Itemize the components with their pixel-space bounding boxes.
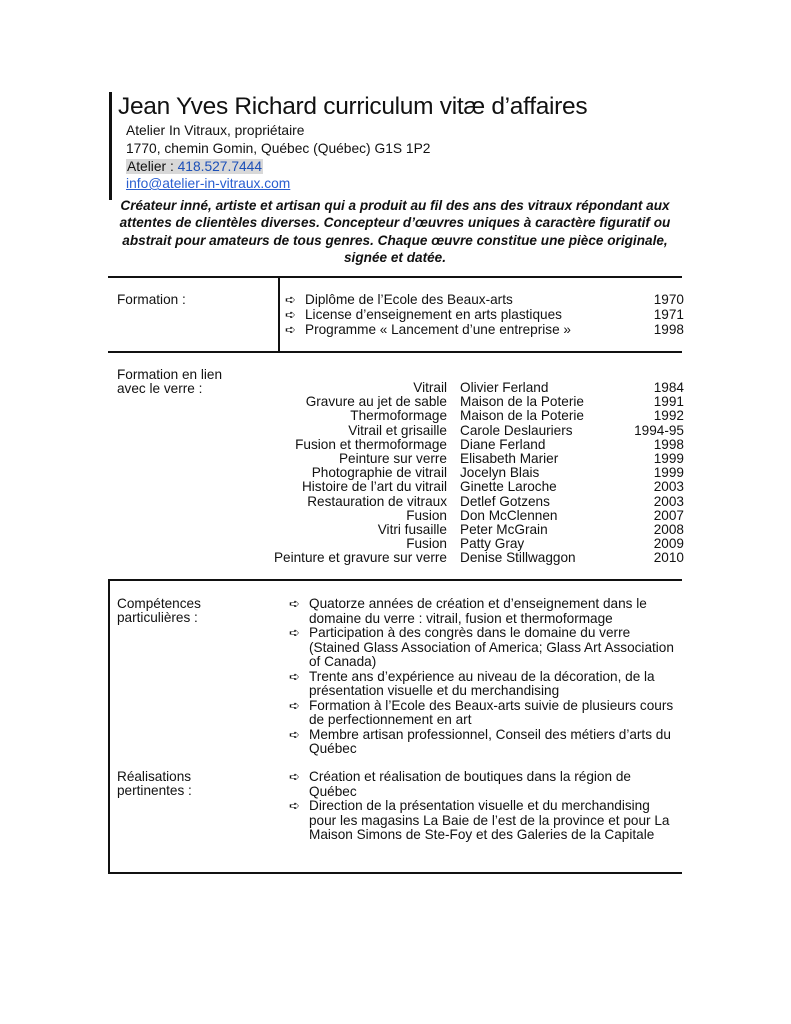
section-divider xyxy=(108,579,682,581)
course-topic: Photographie de vitrail xyxy=(311,465,447,481)
bullet-text: Membre artisan professionnel, Conseil des métiers d’arts du Québec xyxy=(309,726,671,756)
course-year: 1999 xyxy=(653,465,684,481)
course-topic: Restauration de vitraux xyxy=(307,493,447,509)
page-title: Jean Yves Richard curriculum vitæ d’affaires xyxy=(118,93,588,120)
course-year: 1991 xyxy=(653,394,684,410)
realisations-label-2: pertinentes : xyxy=(117,783,192,798)
course-teacher: Jocelyn Blais xyxy=(460,465,540,481)
course-topic: Thermoformage xyxy=(350,408,447,424)
section-divider xyxy=(108,276,682,278)
competences-label-1: Compétences xyxy=(117,596,201,611)
bullet-text: Trente ans d’expérience au niveau de la décoration, de la présentation visuelle et du merchandising xyxy=(309,668,655,698)
address-line: 1770, chemin Gomin, Québec (Québec) G1S 1P2 xyxy=(126,141,431,156)
intro-paragraph: Créateur inné, artiste et artisan qui a produit au fil des ans des vitraux répondant aux attentes de clientèles diverses. Concepteur d’œuvres uniques à caractère figuratif ou abstrait pour amateurs de tous genres. Chaque œuvre constitue une pièce originale, signée et datée. xyxy=(119,198,671,265)
company-line: Atelier In Vitraux, propriétaire xyxy=(126,123,305,138)
arrow-icon: ➪ xyxy=(289,769,300,784)
course-teacher: Diane Ferland xyxy=(460,436,546,452)
formation-label: Formation : xyxy=(117,292,186,307)
course-teacher: Maison de la Poterie xyxy=(460,408,584,424)
bullet-text: Quatorze années de création et d’enseignement dans le domaine du verre : vitrail, fusion et thermoformage xyxy=(309,596,647,626)
bullet-item xyxy=(289,699,679,728)
course-topic: Fusion xyxy=(406,536,447,552)
bullet-item xyxy=(289,770,679,799)
bullet-item xyxy=(289,626,679,670)
phone-highlight xyxy=(126,159,263,174)
realisations-list xyxy=(289,770,679,843)
formation-item xyxy=(285,308,562,322)
formation-item-year: 1970 xyxy=(653,292,684,307)
course-teacher: Denise Stillwaggon xyxy=(460,550,576,566)
arrow-icon: ➪ xyxy=(285,292,296,307)
bullet-item xyxy=(289,597,679,626)
course-year: 2009 xyxy=(653,536,684,552)
course-topic: Fusion et thermoformage xyxy=(295,436,447,452)
course-year: 2003 xyxy=(653,493,684,509)
course-topic: Peinture sur verre xyxy=(338,451,447,466)
formation-item-year: 1971 xyxy=(653,307,684,322)
course-teacher: Ginette Laroche xyxy=(460,479,557,495)
bottom-rule xyxy=(108,872,682,874)
bullet-text: Création et réalisation de boutiques dans la région de Québec xyxy=(309,769,631,799)
course-topic: Vitri fusaille xyxy=(377,522,447,537)
course-year: 2003 xyxy=(653,479,684,495)
arrow-icon: ➪ xyxy=(289,726,300,742)
email-link[interactable]: info@atelier-in-vitraux.com xyxy=(126,176,291,191)
course-year: 1998 xyxy=(653,436,684,452)
column-divider xyxy=(278,278,280,352)
course-topic: Vitrail et grisaille xyxy=(348,422,447,438)
course-topic: Fusion xyxy=(406,507,447,523)
course-year: 1999 xyxy=(653,451,684,466)
course-topic: Vitrail xyxy=(413,380,447,395)
arrow-icon: ➪ xyxy=(289,596,300,611)
course-year: 2010 xyxy=(653,550,684,566)
course-year: 2008 xyxy=(653,522,684,537)
formation-verre-label-1: Formation en lien xyxy=(117,367,223,382)
formation-item-text: Programme « Lancement d’une entreprise » xyxy=(305,322,571,337)
arrow-icon: ➪ xyxy=(285,322,296,337)
competences-list xyxy=(289,597,679,757)
course-teacher: Don McClennen xyxy=(460,507,558,523)
header-accent-bar xyxy=(109,92,112,200)
course-teacher: Peter McGrain xyxy=(460,522,548,537)
arrow-icon: ➪ xyxy=(289,625,300,640)
course-year: 1984 xyxy=(653,380,684,395)
course-teacher: Maison de la Poterie xyxy=(460,394,584,410)
email-line xyxy=(126,176,290,191)
bullet-text: Participation à des congrès dans le domaine du verre (Stained Glass Association of America; Glass Art Association of Canada) xyxy=(309,625,674,669)
formation-item xyxy=(285,293,513,307)
phone-number[interactable]: 418.527.7444 xyxy=(177,159,263,174)
bullet-item xyxy=(289,670,679,699)
bullet-text: Formation à l’Ecole des Beaux-arts suivie de plusieurs cours de perfectionnement en art xyxy=(309,697,674,727)
section-divider xyxy=(108,351,682,353)
course-teacher: Olivier Ferland xyxy=(460,380,549,395)
phone-label: Atelier : xyxy=(127,159,178,174)
course-year: 2007 xyxy=(653,507,684,523)
formation-verre-label-2: avec le verre : xyxy=(117,381,203,396)
course-topic: Peinture et gravure sur verre xyxy=(273,550,447,566)
course-teacher: Patty Gray xyxy=(460,536,525,552)
bullet-item xyxy=(289,799,679,843)
arrow-icon: ➪ xyxy=(289,668,300,684)
course-year: 1994-95 xyxy=(634,422,684,438)
course-teacher: Elisabeth Marier xyxy=(460,451,559,466)
course-topic: Histoire de l’art du vitrail xyxy=(301,479,447,495)
formation-item-year: 1998 xyxy=(653,322,684,337)
competences-label-2: particulières : xyxy=(117,610,198,625)
course-topic: Gravure au jet de sable xyxy=(305,394,447,410)
arrow-icon: ➪ xyxy=(289,798,300,813)
arrow-icon: ➪ xyxy=(289,697,300,713)
phone-line xyxy=(126,159,263,174)
arrow-icon: ➪ xyxy=(285,307,296,322)
formation-item xyxy=(285,323,571,337)
formation-item-text: License d’enseignement en arts plastiques xyxy=(305,307,562,322)
bullet-item xyxy=(289,728,679,757)
course-year: 1992 xyxy=(653,408,684,424)
realisations-label-1: Réalisations xyxy=(117,769,192,784)
left-border xyxy=(108,580,110,874)
bullet-text: Direction de la présentation visuelle et du merchandising pour les magasins La Baie de l’est de la province et pour La Maison Simons de Ste-Foy et des Galeries de la Capitale xyxy=(309,798,670,842)
course-teacher: Detlef Gotzens xyxy=(460,493,550,509)
course-teacher: Carole Deslauriers xyxy=(460,422,573,438)
formation-item-text: Diplôme de l’Ecole des Beaux-arts xyxy=(305,292,513,307)
